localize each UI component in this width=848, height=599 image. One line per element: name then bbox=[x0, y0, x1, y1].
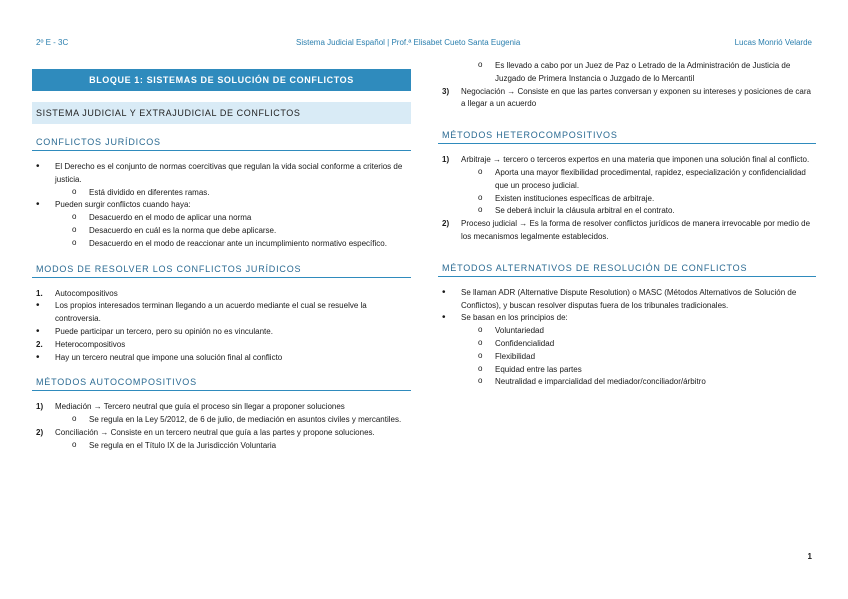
list-text: Mediación → Tercero neutral que guía el proceso sin llegar a proponer soluciones bbox=[55, 402, 345, 412]
list-item bbox=[32, 401, 411, 414]
list-text: Proceso judicial → Es la forma de resolver conflictos jurídicos de manera irrevocable por medio de los mecanismos legalmente establecidos. bbox=[461, 219, 811, 241]
list-number: 2) bbox=[36, 427, 44, 437]
list-item: o Neutralidad e imparcialidad del mediador/conciliador/árbitro bbox=[438, 376, 816, 389]
left-column bbox=[32, 68, 411, 453]
list-item bbox=[438, 86, 816, 112]
heading-modos-resolver: MODOS DE RESOLVER LOS CONFLICTOS JURÍDICOS bbox=[32, 263, 411, 278]
heading-metodos-alternativos: MÉTODOS ALTERNATIVOS DE RESOLUCIÓN DE CONFLICTOS bbox=[438, 262, 816, 277]
list-number: 3) bbox=[442, 86, 450, 96]
list-item: • El Derecho es el conjunto de normas coercitivas que regulan la vida social conforme a criterios de justicia. bbox=[32, 161, 411, 187]
list-item: o Existen instituciones específicas de arbitraje. bbox=[438, 193, 816, 206]
right-column bbox=[438, 60, 816, 389]
list-conflictos bbox=[32, 161, 411, 251]
list-item: o Desacuerdo en el modo de reaccionar ante un incumplimiento normativo específico. bbox=[32, 238, 411, 251]
heading-heterocompositivos: MÉTODOS HETEROCOMPOSITIVOS bbox=[438, 129, 816, 144]
subsection-title: SISTEMA JUDICIAL Y EXTRAJUDICIAL DE CONFLICTOS bbox=[32, 102, 411, 124]
list-number: 1) bbox=[442, 155, 450, 165]
list-item: o Voluntariedad bbox=[438, 325, 816, 338]
list-text: Autocompositivos bbox=[55, 288, 118, 298]
heading-autocompositivos: MÉTODOS AUTOCOMPOSITIVOS bbox=[32, 376, 411, 391]
list-item: • Los propios interesados terminan llegando a un acuerdo mediante el cual se resuelve la controversia. bbox=[32, 300, 411, 326]
list-item bbox=[32, 288, 411, 301]
header-subject: Sistema Judicial Español | Prof.ª Elisabet Cueto Santa Eugenia bbox=[296, 38, 521, 47]
list-item: o Se regula en el Título IX de la Jurisdicción Voluntaria bbox=[32, 440, 411, 453]
header-author: Lucas Monrió Velarde bbox=[734, 38, 812, 47]
list-modos bbox=[32, 288, 411, 365]
list-alternativos bbox=[438, 287, 816, 389]
list-text: Conciliación → Consiste en un tercero neutral que guía a las partes y propone soluciones. bbox=[55, 427, 375, 437]
list-item bbox=[438, 218, 816, 244]
list-autocompositivos bbox=[32, 401, 411, 452]
list-continuation bbox=[438, 60, 816, 111]
list-item: • Puede participar un tercero, pero su opinión no es vinculante. bbox=[32, 326, 411, 339]
list-item: o Desacuerdo en el modo de aplicar una norma bbox=[32, 212, 411, 225]
list-item bbox=[438, 154, 816, 167]
list-item: o Se deberá incluir la cláusula arbitral en el contrato. bbox=[438, 205, 816, 218]
list-item: o Es llevado a cabo por un Juez de Paz o Letrado de la Administración de Justicia de Juzgado de Primera Instancia o Juzgado de lo Mercantil bbox=[438, 60, 816, 86]
list-item: • Se llaman ADR (Alternative Dispute Resolution) o MASC (Métodos Alternativos de Solución de Conflictos), y buscan resolver disputas fuera de los tribunales tradicionales. bbox=[438, 287, 816, 313]
list-item: o Se regula en la Ley 5/2012, de 6 de julio, de mediación en asuntos civiles y mercantiles. bbox=[32, 414, 411, 427]
list-text: Heterocompositivos bbox=[55, 339, 126, 349]
list-heterocompositivos bbox=[438, 154, 816, 244]
list-item bbox=[32, 339, 411, 352]
heading-conflictos-juridicos: CONFLICTOS JURÍDICOS bbox=[32, 136, 411, 151]
list-item: • Se basan en los principios de: bbox=[438, 312, 816, 325]
list-text: Negociación → Consiste en que las partes conversan y exponen su intereses y posiciones de cara a llegar a un acuerdo bbox=[461, 86, 811, 109]
list-item: • Pueden surgir conflictos cuando haya: bbox=[32, 199, 411, 212]
list-number: 1. bbox=[36, 288, 43, 298]
list-item: o Está dividido en diferentes ramas. bbox=[32, 187, 411, 200]
page-number: 1 bbox=[807, 552, 812, 561]
list-item: o Aporta una mayor flexibilidad procedimental, rapidez, especialización y confidencialidad que un proceso judicial. bbox=[438, 167, 816, 193]
list-item: o Equidad entre las partes bbox=[438, 364, 816, 377]
list-text: Arbitraje → tercero o terceros expertos en una materia que imponen una solución final al conflicto. bbox=[461, 155, 810, 165]
list-item bbox=[32, 427, 411, 440]
list-item: o Desacuerdo en cuál es la norma que debe aplicarse. bbox=[32, 225, 411, 238]
list-item: • Hay un tercero neutral que impone una solución final al conflicto bbox=[32, 352, 411, 365]
list-item: o Flexibilidad bbox=[438, 351, 816, 364]
list-number: 2) bbox=[442, 219, 450, 229]
header-course: 2º E - 3C bbox=[36, 38, 69, 47]
block-title: BLOQUE 1: SISTEMAS DE SOLUCIÓN DE CONFLICTOS bbox=[32, 69, 411, 91]
list-item: o Confidencialidad bbox=[438, 338, 816, 351]
list-number: 2. bbox=[36, 339, 43, 349]
list-number: 1) bbox=[36, 402, 44, 412]
